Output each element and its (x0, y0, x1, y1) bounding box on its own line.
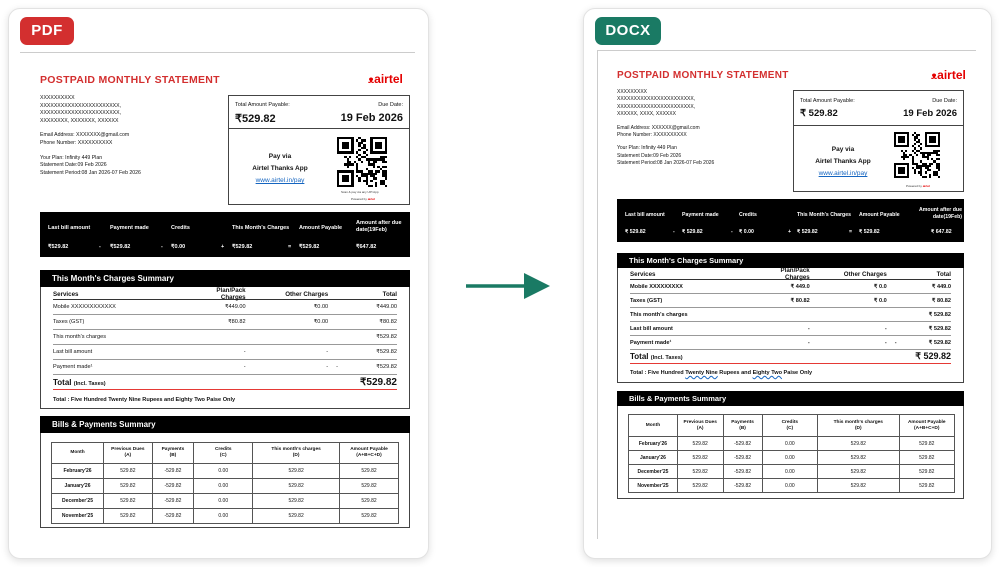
charges-summary-heading: This Month's Charges Summary (40, 270, 410, 287)
total-amount: ₹ 529.82 (800, 108, 838, 119)
table-row: November'25 529.82 -529.82 0.00 529.82 529.82 (629, 479, 955, 493)
pay-link[interactable]: www.airtel.in/pay (255, 177, 305, 184)
customer-address: XXXXXXXXX XXXXXXXXXXXXXXXXXXXXXXX, XXXXXXXXXXXXXXXXXXXXXXX, XXXXXX, XXXX, XXXXXX Email Address: XXXXXX@gmail.com Phone Number: XXXXXXXXXX Your Plan: Infinity 449 Plan Statement Date:09 Feb 2026 Statement Period:08 Jan 2026-07 Feb 2026 (617, 89, 715, 167)
amount-due-box: Total Amount Payable: ₹529.82 Due Date: 19 Feb 2026 (228, 95, 410, 129)
table-row: January'26 529.82 -529.82 0.00 529.82 529.82 (629, 451, 955, 465)
amount-summary-bar: Last bill amount Payment made Credits This Month's Charges Amount Payable Amount after due date(19Feb) ₹ 529.82 - ₹ 529.82 - ₹ 0.00 + ₹ 529.82 = ₹ 529.82 ₹ 647.82 (617, 199, 964, 242)
amount-due-box: Total Amount Payable: ₹ 529.82 Due Date: 19 Feb 2026 (793, 90, 964, 126)
docx-statement (597, 50, 976, 539)
amount-in-words: Total : Five Hundred Twenty Nine Rupees and Eighty Two Paise Only (630, 370, 813, 376)
bills-summary-heading: Bills & Payments Summary (40, 416, 410, 433)
qr-code-icon (894, 132, 940, 178)
table-header: Services Plan/Pack Charges Other Charges Total (630, 267, 951, 281)
pay-box: Pay via Airtel Thanks App www.airtel.in/pay Powered by airtel (793, 126, 964, 192)
airtel-logo: ᴥairtel (931, 68, 966, 82)
charges-summary-heading: This Month's Charges Summary (617, 253, 964, 268)
table-row: Taxes (GST) ₹80.82 ₹0.00 ₹80.82 (53, 315, 397, 330)
due-date: 19 Feb 2026 (903, 108, 957, 119)
charges-summary-table (40, 287, 410, 409)
total-row: Total (Incl. Taxes) ₹ 529.82 (630, 350, 951, 364)
right-arrow-icon (466, 270, 550, 302)
table-row: Payment made¹ - - - ₹ 529.82 (630, 336, 951, 350)
bills-summary-heading: Bills & Payments Summary (617, 391, 964, 406)
table-row: Last bill amount - - ₹529.82 (53, 345, 397, 360)
pay-box: Pay via Airtel Thanks App www.airtel.in/pay Scan & pay via any UPI App Powered by airtel (228, 129, 410, 205)
amount-in-words: Total : Five Hundred Twenty Nine Rupees and Eighty Two Paise Only (53, 397, 236, 403)
pay-via-text: Pay via Airtel Thanks App www.airtel.in/pay (235, 151, 325, 187)
pdf-badge: PDF (20, 17, 74, 45)
charges-summary-table (617, 268, 964, 383)
statement-title: POSTPAID MONTHLY STATEMENT (40, 74, 220, 86)
table-row: Payment made¹ - - - ₹529.82 (53, 360, 397, 375)
total-row: Total (Incl. Taxes) ₹529.82 (53, 375, 397, 390)
table-row: December'25 529.82 -529.82 0.00 529.82 529.82 (52, 494, 399, 509)
table-row: January'26 529.82 -529.82 0.00 529.82 529.82 (52, 479, 399, 494)
table-row: This month's charges ₹ 529.82 (630, 308, 951, 322)
total-amount: ₹529.82 (235, 113, 276, 125)
due-date: 19 Feb 2026 (340, 112, 403, 124)
bills-table: Month Previous Dues (A) Payments (B) Credits (C) This month's charges (D) Amount Payable (A+B+C+D) February'26 529.82 -529.82 0.00 529.82 529.82 January'26 529.82 -529.82 0.00 529.82 529.82 December'25 529.82 -529.82 0.00 529.82 529.82 November'25 529.82 -529.82 0.00 529.82 529.82 (51, 442, 399, 524)
pay-link[interactable]: www.airtel.in/pay (818, 170, 868, 177)
table-row: February'26 529.82 -529.82 0.00 529.82 529.82 (52, 464, 399, 479)
table-row: November'25 529.82 -529.82 0.00 529.82 529.82 (52, 509, 399, 524)
amount-summary-bar: Last bill amount Payment made Credits This Month's Charges Amount Payable Amount after due date(19Feb) ₹529.82 - ₹529.82 - ₹0.00 + ₹529.82 = ₹529.82 ₹647.82 (40, 212, 410, 257)
qr-code-icon (337, 137, 387, 187)
bills-table: Month Previous Dues (A) Payments (B) Credits (C) This month's charges (D) Amount Payable (A+B+C+D) February'26 529.82 -529.82 0.00 529.82 529.82 January'26 529.82 -529.82 0.00 529.82 529.82 December'25 529.82 -529.82 0.00 529.82 529.82 November'25 529.82 -529.82 0.00 529.82 529.82 (628, 414, 955, 493)
table-header: Services Plan/Pack Charges Other Charges Total (53, 287, 397, 301)
pay-via-text: Pay via Airtel Thanks App www.airtel.in/pay (798, 144, 888, 180)
table-row: December'25 529.82 -529.82 0.00 529.82 529.82 (629, 465, 955, 479)
bills-summary-box (40, 433, 410, 528)
table-row: Taxes (GST) ₹ 80.82 ₹ 0.0 ₹ 80.82 (630, 294, 951, 308)
table-row: Mobile XXXXXXXXX ₹ 449.0 ₹ 0.0 ₹ 449.0 (630, 280, 951, 294)
statement-title: POSTPAID MONTHLY STATEMENT (617, 70, 789, 81)
table-row: Last bill amount - - ₹ 529.82 (630, 322, 951, 336)
docx-badge: DOCX (595, 17, 661, 45)
customer-address: XXXXXXXXXX XXXXXXXXXXXXXXXXXXXXXXX, XXXXXXXXXXXXXXXXXXXXXXX, XXXXXXXX, XXXXXXX, XXXXXX Email Address: XXXXXXX@gmail.com Phone Number: XXXXXXXXXX Your Plan: Infinity 449 Plan Statement Date:09 Feb 2026 Statement Period:08 Jan 2026-07 Feb 2026 (40, 95, 141, 176)
table-row: This month's charges ₹529.82 (53, 330, 397, 345)
airtel-logo: ᴥairtel (368, 72, 403, 86)
pdf-statement (20, 52, 415, 559)
bills-summary-box (617, 406, 964, 499)
table-row: Mobile XXXXXXXXXXXX ₹449.00 ₹0.00 ₹449.00 (53, 300, 397, 315)
table-row: February'26 529.82 -529.82 0.00 529.82 529.82 (629, 437, 955, 451)
